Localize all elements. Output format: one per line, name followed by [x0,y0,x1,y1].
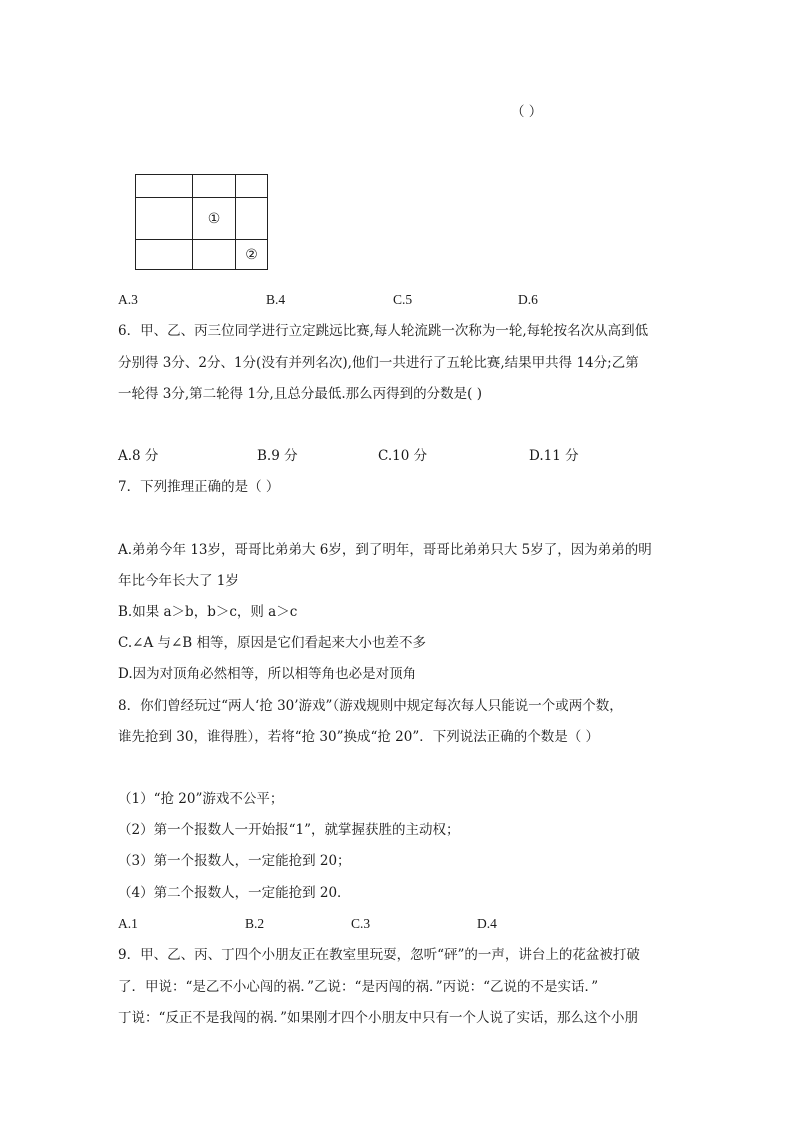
grid-figure [135,174,268,270]
q8-option-d: D.4 [477,916,497,931]
q7-option-line: C.∠A 与∠B 相等，原因是它们看起来大小也差不多 [118,635,427,651]
q8-stem-line: 8．你们曾经玩过“两人‘抢 30’游戏”（游戏规则中规定每次每人只能说一个或两个数， [118,698,623,714]
q5-option-d: D.6 [518,292,538,307]
q8-statement: （2）第一个报数人一开始报“1”，就掌握获胜的主动权； [118,822,460,838]
q7-option-line: A.弟弟今年 13岁，哥哥比弟弟大 6岁，到了明年，哥哥比弟弟只大 5岁了，因为弟弟的明 [118,542,652,558]
q7-option-line: B.如果 a＞b，b＞c，则 a＞c [118,604,298,620]
q7-option-line: D.因为对顶角必然相等，所以相等角也必是对顶角 [118,666,417,682]
q5-option-b: B.4 [266,292,286,307]
q8-option-b: B.2 [245,916,265,931]
q8-option-a: A.1 [118,916,138,931]
q9-stem-line: 了．甲说：“是乙不小心闯的祸．”乙说：“是丙闯的祸．”丙说：“乙说的不是实话．” [118,979,599,995]
q6-stem-line: 分别得 3分、2分、1分(没有并列名次),他们一共进行了五轮比赛,结果甲共得 14分;乙第 [118,355,639,371]
q8-option-c: C.3 [351,916,371,931]
q6-option-b: B.9 分 [257,448,298,464]
figure-cell-2: ② [236,240,268,270]
q6-option-c: C.10 分 [378,448,428,464]
q6-stem-line: 一轮得 3分,第二轮得 1分,且总分最低.那么丙得到的分数是( ) [118,386,482,402]
q6-option-d: D.11 分 [529,448,579,464]
q8-statement: （1）“抢 20”游戏不公平； [118,791,284,807]
q7-stem: 7．下列推理正确的是（ ） [118,479,280,495]
figure-cell-1: ① [193,198,236,240]
q9-stem-line: 丁说：“反正不是我闯的祸．”如果刚才四个小朋友中只有一个人说了实话，那么这个小朋 [118,1010,639,1026]
q7-option-line: 年比今年长大了 1岁 [118,573,239,589]
q6-stem-line: 6．甲、乙、丙三位同学进行立定跳远比赛,每人轮流跳一次称为一轮,每轮按名次从高到低 [118,323,649,339]
q5-option-c: C.5 [393,292,413,307]
q5-option-a: A.3 [118,292,138,307]
q8-stem-line: 谁先抢到 30，谁得胜），若将“抢 30”换成“抢 20”．下列说法正确的个数是（ ） [118,729,600,745]
q8-statement: （4）第二个报数人，一定能抢到 20． [118,885,351,901]
top-answer-paren: （ ） [511,104,543,120]
q9-stem-line: 9．甲、乙、丙、丁四个小朋友正在教室里玩耍，忽听“砰”的一声，讲台上的花盆被打破 [118,947,640,963]
q6-option-a: A.8 分 [118,448,159,464]
q8-statement: （3）第一个报数人，一定能抢到 20； [118,853,351,869]
